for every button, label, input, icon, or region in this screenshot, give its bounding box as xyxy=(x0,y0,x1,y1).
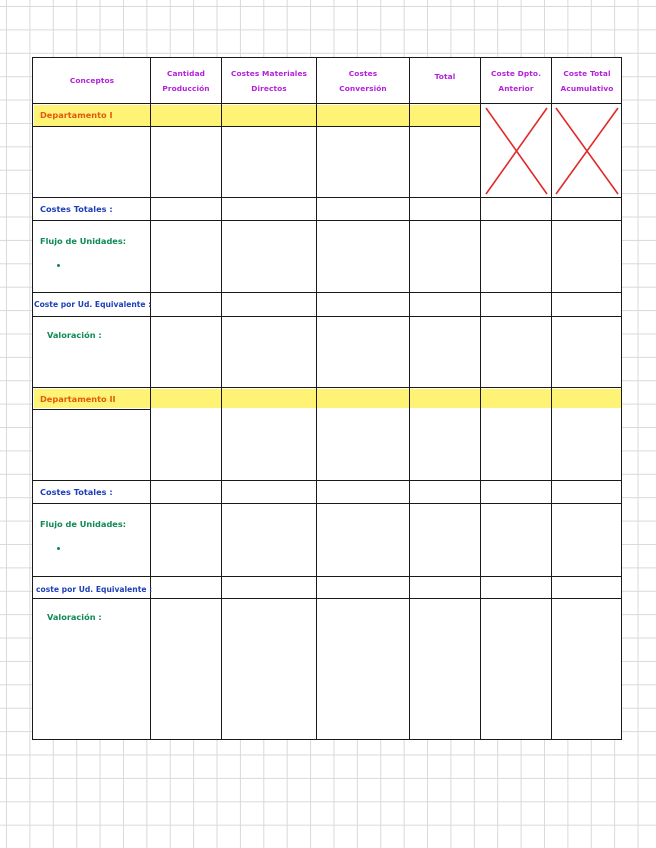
column-divider xyxy=(551,57,552,740)
dept1-costes-totales: Costes Totales : xyxy=(40,204,113,214)
header-anterior-line2: Anterior xyxy=(498,83,534,93)
column-divider xyxy=(480,57,481,740)
header-conversion-line2: Conversión xyxy=(339,83,387,93)
bullet-dot-icon xyxy=(57,264,60,267)
row-divider xyxy=(32,103,622,104)
dept2-title: Departamento II xyxy=(40,394,116,404)
column-divider xyxy=(409,57,410,740)
row-divider xyxy=(32,480,622,481)
row-divider xyxy=(32,126,480,127)
header-acumulativo-line2: Acumulativo xyxy=(560,83,614,93)
row-divider xyxy=(32,292,622,293)
row-divider xyxy=(32,316,622,317)
row-divider xyxy=(32,220,622,221)
row-divider xyxy=(32,409,150,410)
header-conversion-line1: Costes xyxy=(348,68,378,78)
dept1-valoracion: Valoración : xyxy=(47,330,102,340)
row-divider xyxy=(32,598,622,599)
table-border xyxy=(32,57,622,740)
bullet-dot-icon xyxy=(57,547,60,550)
row-divider xyxy=(32,503,622,504)
dept2-flujo-unidades: Flujo de Unidades: xyxy=(40,519,127,529)
dept2-costes-totales: Costes Totales : xyxy=(40,487,113,497)
header-costes-conversion xyxy=(317,58,409,103)
column-divider xyxy=(221,57,222,740)
dept2-coste-ud-equivalente: coste por Ud. Equivalente : xyxy=(36,585,153,594)
row-divider xyxy=(32,387,622,388)
row-divider xyxy=(32,576,622,577)
dept1-title: Departamento I xyxy=(40,110,113,120)
dept1-flujo-unidades: Flujo de Unidades: xyxy=(40,236,127,246)
column-divider xyxy=(150,57,151,740)
header-conceptos-label: Conceptos xyxy=(69,76,115,85)
header-materiales-line1: Costes Materiales xyxy=(230,68,308,78)
column-divider xyxy=(316,57,317,740)
header-materiales-line2: Directos xyxy=(251,83,287,93)
header-conceptos xyxy=(34,58,150,103)
header-anterior-line1: Coste Dpto. xyxy=(491,68,541,78)
header-total-label: Total xyxy=(434,71,456,81)
header-costes-materiales xyxy=(222,58,316,103)
header-cantidad-line2: Producción xyxy=(162,83,210,93)
row-divider xyxy=(32,197,622,198)
header-cantidad-produccion xyxy=(151,58,221,103)
header-acumulativo-line1: Coste Total xyxy=(563,68,611,78)
header-total xyxy=(410,58,480,94)
dept2-valoracion: Valoración : xyxy=(47,612,102,622)
dept1-coste-ud-equivalente: Coste por Ud. Equivalente : xyxy=(34,300,152,309)
header-cantidad-line1: Cantidad xyxy=(166,68,206,78)
header-coste-total-acumulativo xyxy=(552,58,622,103)
header-coste-dpto-anterior xyxy=(481,58,551,103)
